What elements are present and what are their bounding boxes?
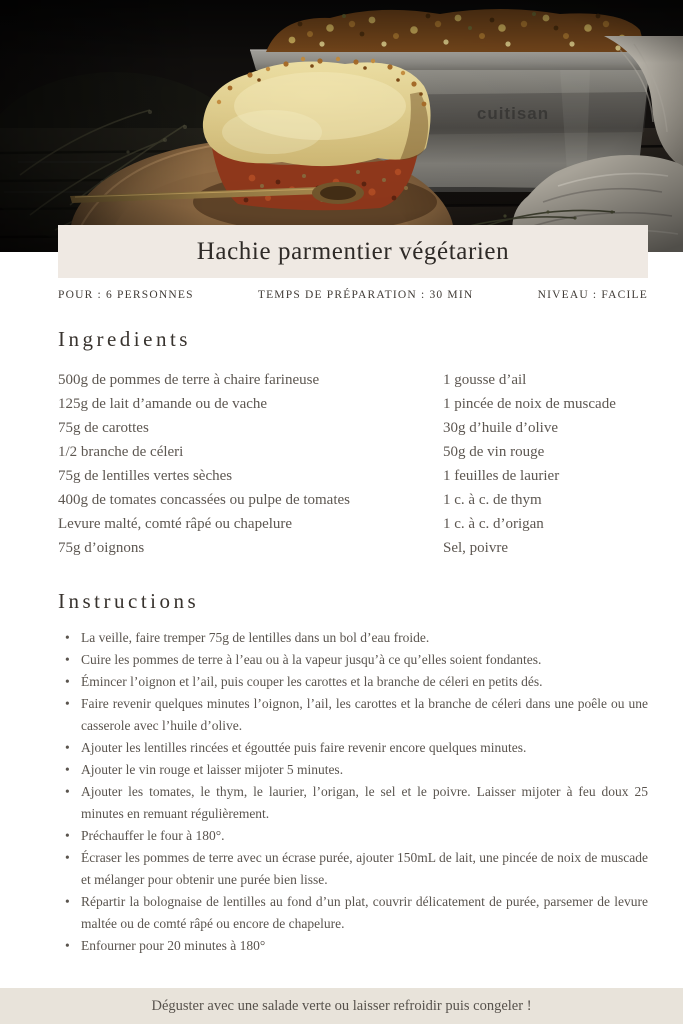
- hero-photo-illustration: [0, 0, 683, 252]
- instructions-section: [58, 560, 648, 957]
- instruction-step: • Cuire les pommes de terre à l’eau ou à la vapeur jusqu’à ce qu’elles soient fondantes.: [58, 649, 648, 671]
- ingredient-item: 500g de pommes de terre à chaire farineuse: [58, 372, 320, 388]
- ingredient-item: 1 gousse d’ail: [443, 372, 527, 388]
- instructions-heading: Instructions: [58, 589, 200, 613]
- instruction-step: • Ajouter le vin rouge et laisser mijoter 5 minutes.: [58, 759, 648, 781]
- ingredients-columns: [58, 368, 648, 560]
- ingredient-item: Sel, poivre: [443, 540, 508, 556]
- recipe-meta: [58, 289, 648, 301]
- recipe-title-banner: [58, 225, 648, 278]
- instruction-step: • Enfourner pour 20 minutes à 180°: [58, 935, 648, 957]
- instruction-step: • Écraser les pommes de terre avec un écrase purée, ajouter 150mL de lait, une pincée de noix de muscade et mélanger pour obtenir une purée bien lisse.: [58, 847, 648, 891]
- instruction-step: • Ajouter les tomates, le thym, le laurier, l’origan, le sel et le poivre. Laisser mijoter à feu doux 25 minutes en remuant régulièrement.: [58, 781, 648, 825]
- meta-servings: POUR : 6 PERSONNES: [58, 289, 194, 301]
- ingredient-item: 1 c. à c. d’origan: [443, 516, 544, 532]
- ingredient-item: 75g d’oignons: [58, 540, 145, 556]
- footer-note: Déguster avec une salade verte ou laisser refroidir puis congeler !: [151, 997, 532, 1014]
- instruction-step: • Préchauffer le four à 180°.: [58, 825, 648, 847]
- instruction-step: • Ajouter les lentilles rincées et égouttée puis faire revenir encore quelques minutes.: [58, 737, 648, 759]
- ingredient-item: Levure malté, comté râpé ou chapelure: [58, 516, 293, 532]
- ingredient-item: 75g de lentilles vertes sèches: [58, 468, 233, 484]
- instruction-step: • Faire revenir quelques minutes l’oignon, l’ail, les carottes et la branche de céleri dans une poêle ou une casserole avec l’huile d’olive.: [58, 693, 648, 737]
- meta-level: NIVEAU : FACILE: [537, 289, 648, 301]
- ingredient-item: 400g de tomates concassées ou pulpe de tomates: [58, 492, 351, 508]
- ingredient-item: 30g d’huile d’olive: [443, 420, 558, 436]
- ingredient-item: 125g de lait d’amande ou de vache: [58, 396, 268, 412]
- ingredient-item: 50g de vin rouge: [443, 444, 545, 460]
- instructions-list: [58, 627, 648, 957]
- ingredients-heading: Ingredients: [58, 327, 191, 351]
- page-title: Hachie parmentier végétarien: [196, 237, 510, 265]
- ingredient-item: 1 pincée de noix de muscade: [443, 396, 616, 412]
- ingredients-list-right: [443, 368, 648, 560]
- meta-prep-time: TEMPS DE PRÉPARATION : 30 MIN: [257, 289, 474, 301]
- ingredients-section: [58, 301, 648, 560]
- instruction-step: • La veille, faire tremper 75g de lentilles dans un bol d’eau froide.: [58, 627, 648, 649]
- ingredients-list-left: [58, 368, 432, 560]
- top-shadow-overlay: [0, 0, 683, 252]
- ingredient-item: 1 feuilles de laurier: [443, 468, 560, 484]
- ingredient-item: 1 c. à c. de thym: [443, 492, 542, 508]
- footer-note-band: [0, 988, 683, 1024]
- hero-photo: [0, 0, 683, 252]
- instruction-step: • Répartir la bolognaise de lentilles au fond d’un plat, couvrir délicatement de purée, parsemer de levure maltée ou de comté râpé ou encore de chapelure.: [58, 891, 648, 935]
- instruction-step: • Émincer l’oignon et l’ail, puis couper les carottes et la branche de céleri en petits dés.: [58, 671, 648, 693]
- ingredient-item: 1/2 branche de céleri: [58, 444, 184, 460]
- ingredient-item: 75g de carottes: [58, 420, 149, 436]
